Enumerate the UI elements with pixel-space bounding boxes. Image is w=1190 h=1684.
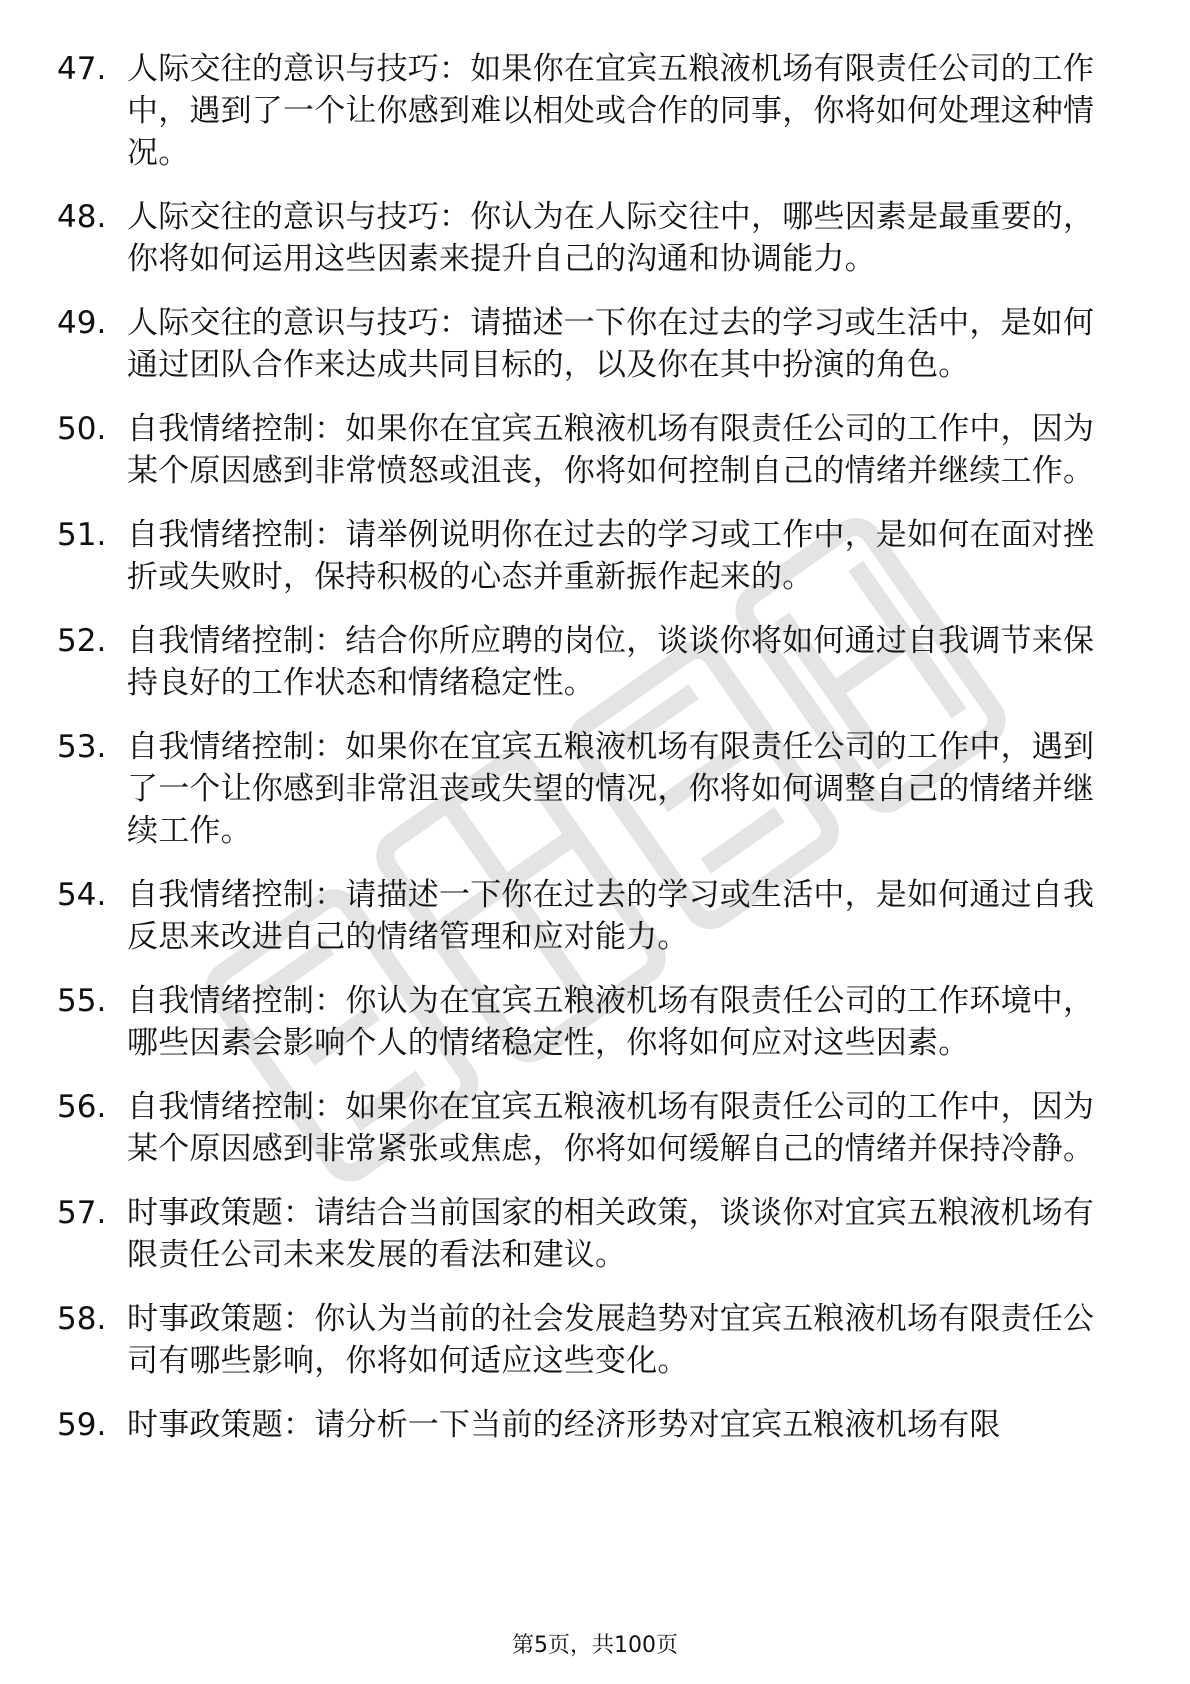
question-number: 48. [57,199,107,235]
question-item [57,620,1115,704]
question-text: 时事政策题：请分析一下当前的经济形势对宜宾五粮液机场有限 [127,1407,1001,1443]
question-item [57,514,1115,598]
question-number: 56. [57,1089,107,1125]
question-number: 54. [57,877,107,913]
question-text: 自我情绪控制：请举例说明你在过去的学习或工作中，是如何在面对挫折或失败时，保持积极的心态并重新振作起来的。 [127,517,1095,595]
page-number-footer: 第5页，共100页 [512,1633,678,1658]
question-text: 自我情绪控制：如果你在宜宾五粮液机场有限责任公司的工作中，遇到了一个让你感到非常沮丧或失望的情况，你将如何调整自己的情绪并继续工作。 [127,729,1095,849]
question-number: 59. [57,1407,107,1443]
question-number: 53. [57,729,107,765]
question-text: 人际交往的意识与技巧：如果你在宜宾五粮液机场有限责任公司的工作中，遇到了一个让你感到难以相处或合作的同事，你将如何处理这种情况。 [127,51,1095,171]
question-number: 51. [57,517,107,553]
question-number: 58. [57,1301,107,1337]
question-number: 57. [57,1195,107,1231]
question-text: 时事政策题：请结合当前国家的相关政策，谈谈你对宜宾五粮液机场有限责任公司未来发展的看法和建议。 [127,1195,1095,1273]
question-item [57,48,1115,174]
question-text: 自我情绪控制：结合你所应聘的岗位，谈谈你将如何通过自我调节来保持良好的工作状态和情绪稳定性。 [127,623,1095,701]
question-item [57,302,1115,386]
question-number: 52. [57,623,107,659]
question-item [57,196,1115,280]
question-item [57,1404,1115,1446]
question-item [57,874,1115,958]
question-number: 49. [57,305,107,341]
question-item [57,408,1115,492]
question-item [57,726,1115,852]
question-text: 人际交往的意识与技巧：你认为在人际交往中，哪些因素是最重要的，你将如何运用这些因素来提升自己的沟通和协调能力。 [127,199,1095,277]
question-list [57,48,1115,1468]
question-text: 自我情绪控制：如果你在宜宾五粮液机场有限责任公司的工作中，因为某个原因感到非常愤怒或沮丧，你将如何控制自己的情绪并继续工作。 [127,411,1095,489]
question-number: 55. [57,983,107,1019]
question-item [57,1192,1115,1276]
question-item [57,1298,1115,1382]
question-item [57,980,1115,1064]
question-text: 自我情绪控制：如果你在宜宾五粮液机场有限责任公司的工作中，因为某个原因感到非常紧张或焦虑，你将如何缓解自己的情绪并保持冷静。 [127,1089,1095,1167]
question-text: 自我情绪控制：请描述一下你在过去的学习或生活中，是如何通过自我反思来改进自己的情绪管理和应对能力。 [127,877,1095,955]
question-number: 50. [57,411,107,447]
question-text: 时事政策题：你认为当前的社会发展趋势对宜宾五粮液机场有限责任公司有哪些影响，你将如何适应这些变化。 [127,1301,1095,1379]
question-item [57,1086,1115,1170]
question-text: 自我情绪控制：你认为在宜宾五粮液机场有限责任公司的工作环境中，哪些因素会影响个人的情绪稳定性，你将如何应对这些因素。 [127,983,1095,1061]
question-text: 人际交往的意识与技巧：请描述一下你在过去的学习或生活中，是如何通过团队合作来达成共同目标的，以及你在其中扮演的角色。 [127,305,1095,383]
question-number: 47. [57,51,107,87]
